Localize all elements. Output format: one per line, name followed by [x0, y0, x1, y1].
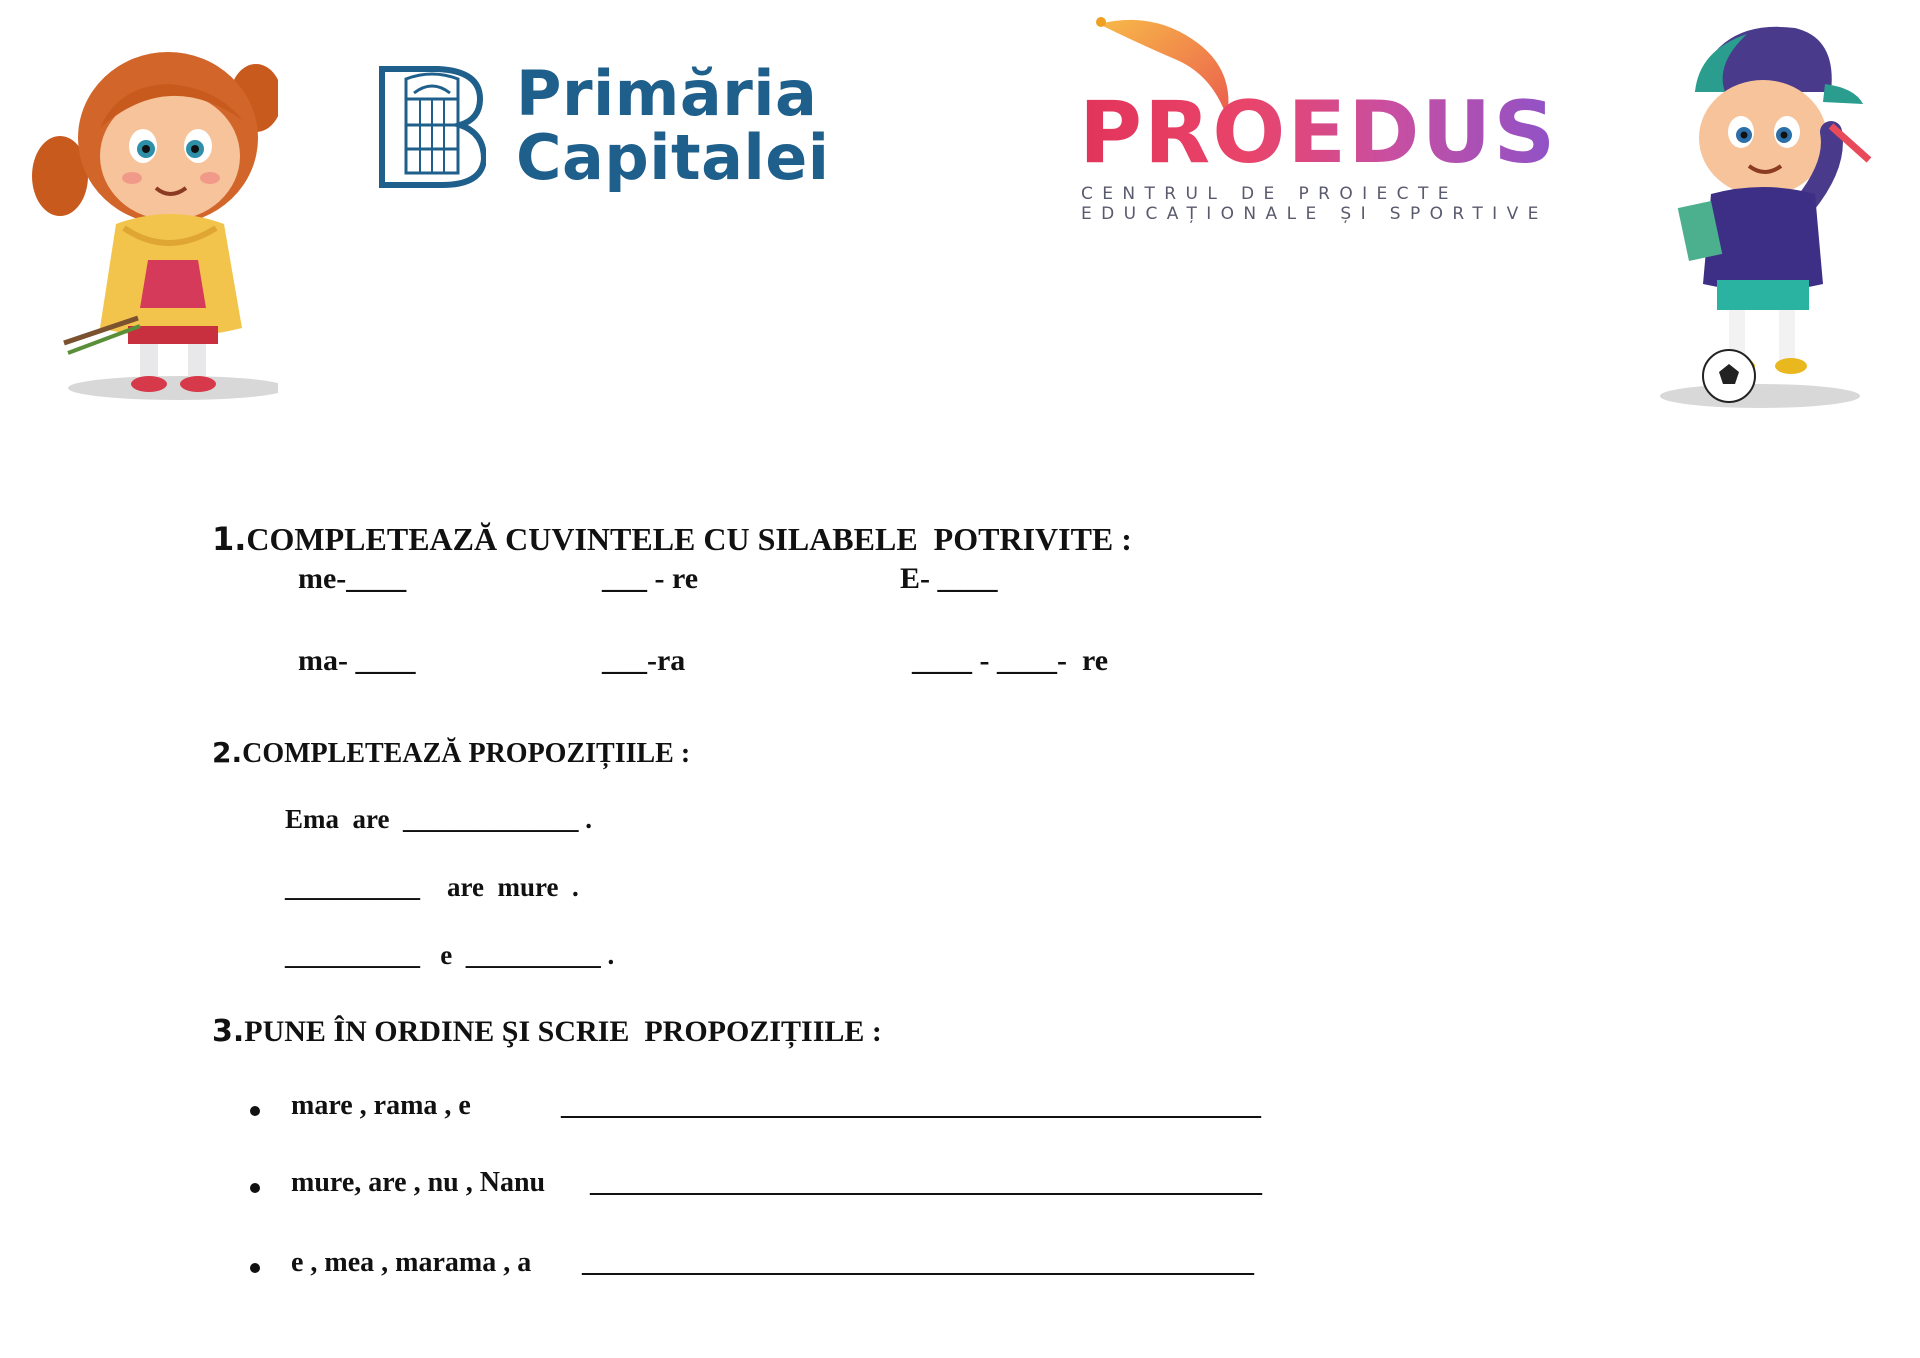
bullet-icon — [250, 1106, 260, 1116]
proedus-name: PROEDUS — [1079, 83, 1558, 183]
bullet-icon — [250, 1183, 260, 1193]
ex1-item-e: E- ____ — [900, 562, 998, 595]
ex1-item-me: me-____ — [298, 562, 407, 595]
ex1-item-ma: ma- ____ — [298, 644, 416, 677]
ex1-item-ra: ___-ra — [602, 644, 686, 677]
proedus-subtitle-line2: EDUCAȚIONALE ȘI SPORTIVE — [1081, 204, 1548, 224]
ex2-sentence-2: __________ are mure . — [285, 872, 579, 902]
exercise2-number: 2. — [212, 736, 243, 769]
primaria-logo-line1: Primăria — [516, 57, 818, 130]
bullet-icon — [250, 1263, 260, 1273]
primaria-b-emblem-icon — [376, 65, 486, 189]
ex3-item-1-words: mare , rama , e — [291, 1090, 471, 1121]
ex1-item-re: ___ - re — [602, 562, 699, 595]
exercise3-heading — [212, 1014, 882, 1049]
ex2-sentence-3: __________ e __________ . — [285, 940, 615, 970]
proedus-logo — [1075, 14, 1558, 229]
boy-mascot-illustration — [1655, 14, 1885, 414]
primaria-logo-line2: Capitalei — [516, 121, 830, 194]
proedus-subtitle-line1: CENTRUL DE PROIECTE — [1081, 184, 1458, 204]
exercise1-number: 1. — [212, 520, 247, 558]
ex3-item-2-answer-line: ________________________________________________ — [590, 1167, 1262, 1198]
exercise1-title: COMPLETEAZĂ CUVINTELE CU SILABELE POTRIVITE : — [246, 521, 1132, 557]
exercise2-title: COMPLETEAZĂ PROPOZIȚIILE : — [242, 738, 691, 769]
exercise3-title: PUNE ÎN ORDINE ŞI SCRIE PROPOZIȚIILE : — [244, 1015, 882, 1048]
ex3-item-3-answer-line: ________________________________________________ — [582, 1247, 1254, 1278]
exercise2-heading — [212, 736, 690, 770]
ex2-sentence-1: Ema are _____________ . — [285, 804, 592, 834]
ex3-item-1-answer-line: __________________________________________________ — [561, 1090, 1261, 1121]
ex1-item-three-syllable: ____ - ____- re — [912, 644, 1109, 677]
exercise3-number: 3. — [212, 1014, 245, 1049]
ex3-item-3-words: e , mea , marama , a — [291, 1247, 532, 1278]
exercise1-heading — [212, 520, 1132, 558]
girl-mascot-illustration — [28, 28, 278, 408]
ex3-item-2-words: mure, are , nu , Nanu — [291, 1167, 546, 1198]
primaria-capitalei-logo — [376, 57, 830, 212]
